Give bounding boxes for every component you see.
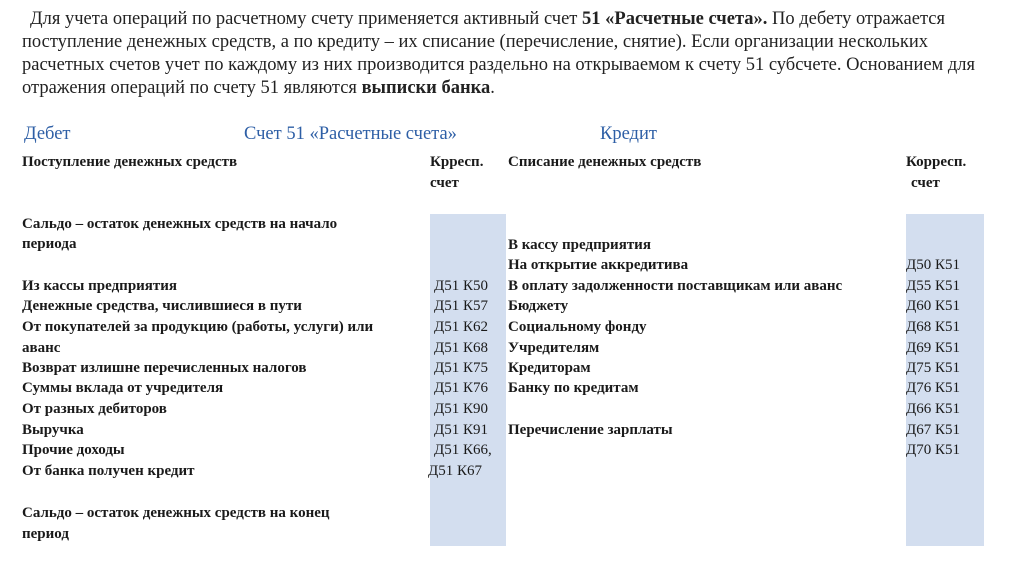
right-row: Социальному фонду — [508, 319, 647, 335]
left-code: Д51 К90 — [434, 401, 488, 417]
left-row: От разных дебиторов — [22, 401, 167, 417]
left-code: Д51 К91 — [434, 422, 488, 438]
right-row: На открытие аккредитива — [508, 257, 689, 273]
right-row: Учредителям — [508, 340, 600, 356]
left-code: Д51 К62 — [434, 319, 488, 335]
left-code: Д51 К57 — [434, 298, 488, 314]
right-row: В оплату задолженности поставщикам или аванс — [508, 278, 843, 294]
right-code: Д75 К51 — [906, 360, 960, 376]
right-row: Банку по кредитам — [508, 380, 639, 396]
right-code: Д55 К51 — [906, 278, 960, 294]
left-corr-header-line2: счет — [430, 175, 459, 191]
left-code: Д51 К76 — [434, 380, 488, 396]
closing-balance-line2: период — [22, 526, 69, 542]
right-corr-header-line1: Корресп. — [906, 154, 967, 170]
left-row: аванс — [22, 340, 61, 356]
right-row: Кредиторам — [508, 360, 591, 376]
right-code: Д76 К51 — [906, 380, 960, 396]
intro-text-3: . — [490, 78, 495, 98]
intro-bank-statements: выписки банка — [361, 78, 491, 98]
left-row: От банка получен кредит — [22, 463, 195, 479]
left-row: Суммы вклада от учредителя — [22, 380, 224, 396]
left-code: Д51 К67 — [428, 463, 482, 479]
opening-balance-line2: периода — [22, 236, 77, 252]
intro-paragraph — [22, 8, 982, 100]
right-code: Д66 К51 — [906, 401, 960, 417]
closing-balance-line1: Сальдо – остаток денежных средств на конец — [22, 505, 330, 521]
right-corr-header-line2: счет — [911, 175, 940, 191]
intro-text-2: По дебету отражается поступление денежных средств, а по кредиту – их списание (перечисление, снятие). Если организации нескольких расчетных счетов учет по каждому из них производится раздельно на открываемом к счету 51 субсчете. Основанием для отражения операций по счету 51 являются — [22, 9, 976, 98]
right-row: В кассу предприятия — [508, 237, 651, 253]
intro-text-1: Для учета операций по расчетному счету применяется активный счет — [30, 9, 583, 29]
right-code: Д60 К51 — [906, 298, 960, 314]
account-header: Счет 51 «Расчетные счета» — [244, 124, 457, 144]
opening-balance-line1: Сальдо – остаток денежных средств на начало — [22, 216, 338, 232]
debit-header: Дебет — [24, 124, 71, 144]
right-row: Перечисление зарплаты — [508, 422, 673, 438]
left-row: Выручка — [22, 422, 84, 438]
left-row: Прочие доходы — [22, 442, 125, 458]
right-code: Д70 К51 — [906, 442, 960, 458]
left-code: Д51 К68 — [434, 340, 488, 356]
right-code: Д69 К51 — [906, 340, 960, 356]
right-code: Д50 К51 — [906, 257, 960, 273]
right-row: Бюджету — [508, 298, 569, 314]
left-code: Д51 К50 — [434, 278, 488, 294]
right-column-title: Списание денежных средств — [508, 154, 702, 170]
left-row: Из кассы предприятия — [22, 278, 178, 294]
left-row: От покупателей за продукцию (работы, услуги) или — [22, 319, 374, 335]
left-row: Денежные средства, числившиеся в пути — [22, 298, 302, 314]
left-corr-header-line1: Крресп. — [430, 154, 484, 170]
intro-account-name: 51 «Расчетные счета». — [582, 9, 768, 29]
left-code: Д51 К66, — [434, 442, 492, 458]
left-code: Д51 К75 — [434, 360, 488, 376]
right-code: Д67 К51 — [906, 422, 960, 438]
left-column-title: Поступление денежных средств — [22, 154, 238, 170]
right-code: Д68 К51 — [906, 319, 960, 335]
credit-header: Кредит — [600, 124, 657, 144]
left-row: Возврат излишне перечисленных налогов — [22, 360, 307, 376]
